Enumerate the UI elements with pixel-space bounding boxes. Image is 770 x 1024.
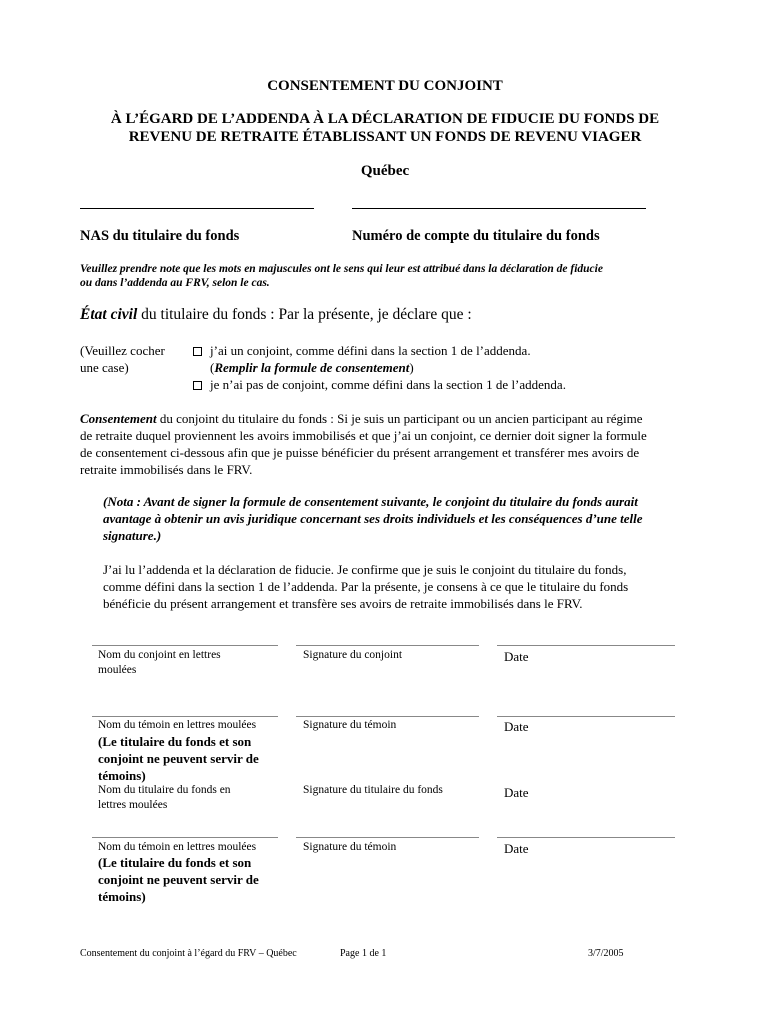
holder-name-label xyxy=(98,783,231,813)
consent-line3: de consentement ci-dessous afin que je puisse bénéficier du présent arrangement et transférer mes avoirs de xyxy=(80,445,640,460)
date2-label: Date xyxy=(504,719,529,734)
document-subtitle-line2: REVENU DE RETRAITE ÉTABLISSANT UN FONDS DE REVENU VIAGER xyxy=(128,129,642,145)
statement-line2: comme défini dans la section 1 de l’addenda. Par la présente, je consens à ce que le titulaire du fonds xyxy=(103,579,629,594)
fill-consent-form-note: Remplir la formule de consentement xyxy=(214,360,410,375)
civil-status-heading-rest: du titulaire du fonds : Par la présente, je déclare que : xyxy=(137,306,472,323)
witness1-name-label: Nom du témoin en lettres moulées xyxy=(98,719,257,731)
witness1-signature-label: Signature du témoin xyxy=(303,719,397,731)
witness1-note xyxy=(98,733,259,784)
date2-line[interactable] xyxy=(497,716,675,717)
province-heading: Québec xyxy=(360,163,410,179)
option-has-spouse-note xyxy=(210,359,414,376)
date3-label: Date xyxy=(504,785,529,800)
spouse-statement xyxy=(103,561,688,612)
spouse-signature-label: Signature du conjoint xyxy=(303,649,403,661)
account-field-line[interactable] xyxy=(352,208,646,209)
witness1-signature-line[interactable] xyxy=(296,716,479,717)
statement-line1: J’ai lu l’addenda et la déclaration de fiducie. Je confirme que je suis le conjoint du titulaire du fonds, xyxy=(103,562,627,577)
date1-line[interactable] xyxy=(497,645,675,646)
spouse-name-label-line2: moulées xyxy=(98,664,137,676)
footer-doc-name: Consentement du conjoint à l’égard du FRV – Québec xyxy=(80,948,297,959)
option-has-spouse-label: j’ai un conjoint, comme défini dans la section 1 de l’addenda. xyxy=(210,343,531,358)
witness1-note-line3: témoins) xyxy=(98,768,146,783)
option-no-spouse-label: je n’ai pas de conjoint, comme défini dans la section 1 de l’addenda. xyxy=(210,377,566,392)
consent-line2: de retraite duquel proviennent les avoirs immobilisés et que j’ai un conjoint, ce dernier doit signer la formule xyxy=(80,428,647,443)
statement-line3: bénéficie du présent arrangement et transfère ses avoirs de retraite immobilisés dans le FRV. xyxy=(103,596,583,611)
sin-field-line[interactable] xyxy=(80,208,314,209)
checkbox-no-spouse[interactable] xyxy=(193,381,202,390)
check-instruction-line2: une case) xyxy=(80,360,129,375)
note-paren-close: ) xyxy=(409,360,414,375)
civil-status-heading-italic: État civil xyxy=(80,306,138,323)
witness1-name-line[interactable] xyxy=(92,716,278,717)
document-title: CONSENTEMENT DU CONJOINT xyxy=(267,78,503,94)
legal-note-line1: (Nota : Avant de signer la formule de consentement suivante, le conjoint du titulaire du fonds aurait xyxy=(103,494,638,509)
holder-signature-label: Signature du titulaire du fonds xyxy=(303,784,443,796)
consent-line1 xyxy=(80,410,687,427)
spouse-signature-line[interactable] xyxy=(296,645,479,646)
witness2-note-line2: conjoint ne peuvent servir de xyxy=(98,872,259,887)
witness2-name-line[interactable] xyxy=(92,837,278,838)
legal-note-line3: signature.) xyxy=(103,528,162,543)
consent-paragraph xyxy=(80,410,687,478)
civil-status-heading xyxy=(80,305,472,325)
footer-page-number: Page 1 de 1 xyxy=(340,948,387,959)
sin-label: NAS du titulaire du fonds xyxy=(80,228,240,244)
witness1-note-line2: conjoint ne peuvent servir de xyxy=(98,751,259,766)
spouse-name-label xyxy=(98,648,221,678)
caps-note-line2: ou dans l’addenda au FRV, selon le cas. xyxy=(80,277,270,289)
checkbox-has-spouse[interactable] xyxy=(193,347,202,356)
date4-label: Date xyxy=(504,841,529,856)
check-instruction-line1: (Veuillez cocher xyxy=(80,343,165,358)
caps-note-line1: Veuillez prendre note que les mots en majuscules ont le sens qui leur est attribué dans la déclaration de fiducie xyxy=(80,263,603,275)
legal-note xyxy=(103,493,688,544)
witness2-signature-label: Signature du témoin xyxy=(303,841,397,853)
legal-note-line2: avantage à obtenir un avis juridique concernant ses droits individuels et les conséquences d’une telle xyxy=(103,511,643,526)
date1-label: Date xyxy=(504,649,529,664)
witness1-note-line1: (Le titulaire du fonds et son xyxy=(98,734,252,749)
spouse-name-label-line1: Nom du conjoint en lettres xyxy=(98,649,221,661)
consent-lead: Consentement xyxy=(80,411,157,426)
holder-name-label-line1: Nom du titulaire du fonds en xyxy=(98,784,231,796)
spouse-name-line[interactable] xyxy=(92,645,278,646)
holder-name-label-line2: lettres moulées xyxy=(98,799,168,811)
check-instruction xyxy=(80,342,165,376)
witness2-note-line1: (Le titulaire du fonds et son xyxy=(98,855,252,870)
account-label: Numéro de compte du titulaire du fonds xyxy=(352,228,600,244)
document-subtitle-line1: À L’ÉGARD DE L’ADDENDA À LA DÉCLARATION DE FIDUCIE DU FONDS DE xyxy=(110,111,660,127)
option-has-spouse[interactable] xyxy=(193,342,531,359)
option-no-spouse[interactable] xyxy=(193,376,566,393)
caps-note xyxy=(80,262,690,290)
consent-line4: retraite immobilisés dans le FRV. xyxy=(80,462,253,477)
witness2-note-line3: témoins) xyxy=(98,889,146,904)
witness2-note xyxy=(98,854,259,905)
consent-line1-text: du conjoint du titulaire du fonds : Si je suis un participant ou un ancien participant au régime xyxy=(156,411,643,426)
witness2-name-label: Nom du témoin en lettres moulées xyxy=(98,841,257,853)
note-paren-open: ( xyxy=(210,360,215,375)
witness2-signature-line[interactable] xyxy=(296,837,479,838)
date4-line[interactable] xyxy=(497,837,675,838)
footer-date: 3/7/2005 xyxy=(588,948,624,959)
